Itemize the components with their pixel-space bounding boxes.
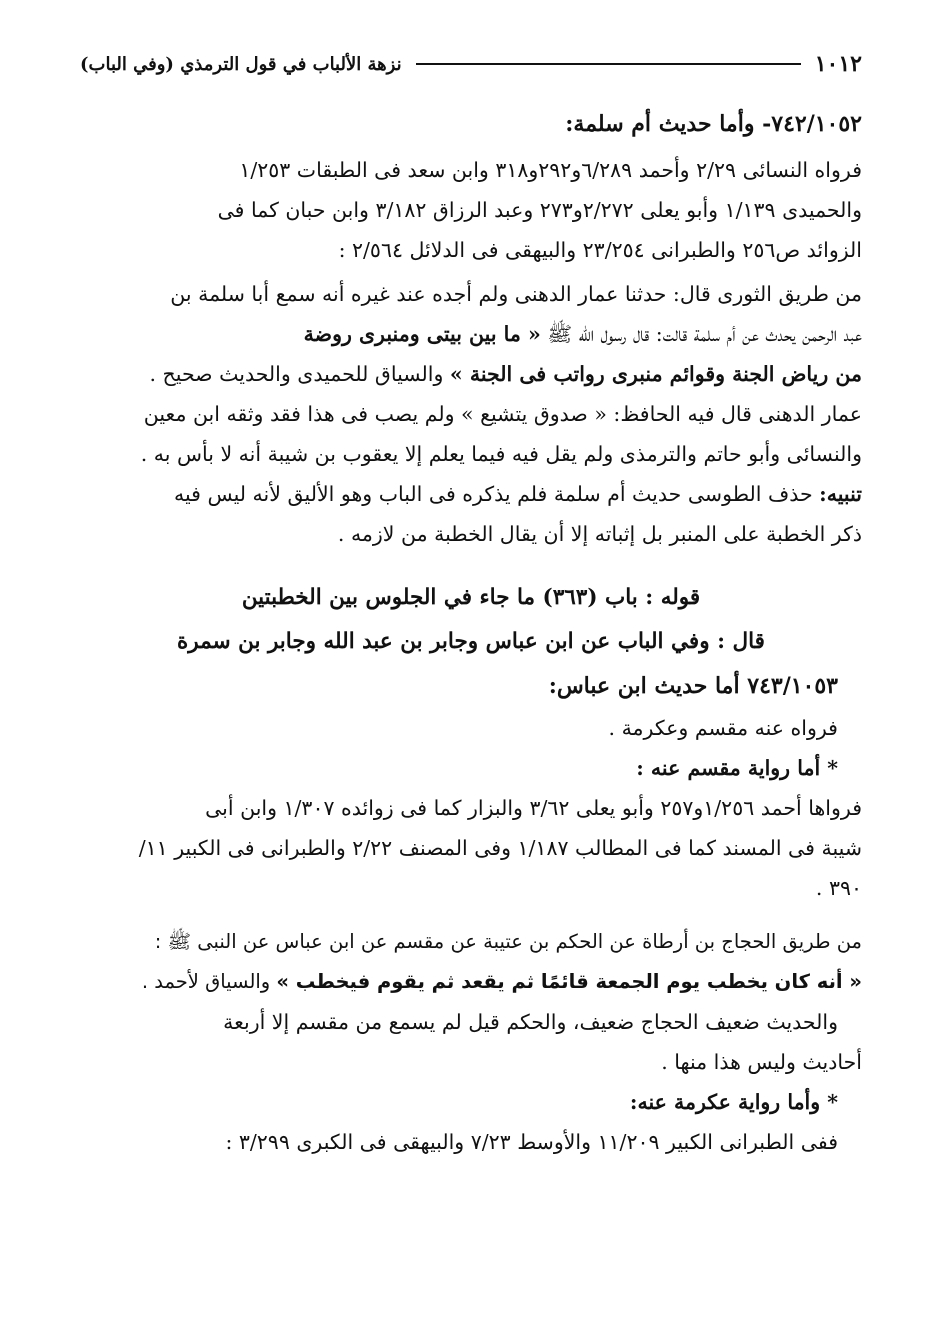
hajjaj-chain-line-1: من طريق الحجاج بن أرطاة عن الحكم بن عتيبة عن مقسم عن ابن عباس عن النبى ﷺ : xyxy=(154,930,862,953)
caution-note-line-1 xyxy=(80,474,862,514)
chain-line-1: من طريق الثورى قال: حدثنا عمار الدهنى ولم أجده عند غيره أنه سمع أبا سلمة بن xyxy=(170,282,862,306)
friday-hadith-note: والسياق لأحمد . xyxy=(141,970,277,993)
page-number: ١٠١٢ xyxy=(814,51,862,77)
section-heading-ibn-abbas: ٧٤٣/١٠٥٣ أما حديث ابن عباس: xyxy=(548,673,838,699)
caution-label: تنبيه: xyxy=(819,482,862,506)
chain-line-2 xyxy=(80,314,862,354)
hadith-text-start: « ما بين بيتى ومنبرى روضة xyxy=(303,322,541,346)
miqsam-sources-line-3: ٣٩٠ . xyxy=(815,876,862,900)
hadith-text-end: من رياض الجنة وقوائم منبرى رواتب فى الجنة » xyxy=(449,362,862,386)
document-page xyxy=(80,40,862,1320)
running-title: نزهة الألباب في قول الترمذي (وفي الباب) xyxy=(80,53,402,75)
caution-text: حذف الطوسى حديث أم سلمة فلم يذكره فى الباب وهو الأليق لأنه ليس فيه xyxy=(173,482,820,506)
narrator-note-line-1: عمار الدهنى قال فيه الحافظ: « صدوق يتشيع » ولم يصب فى هذا فقد وثقه ابن معين xyxy=(143,402,862,426)
sources-line-2: والحميدى ١/١٣٩ وأبو يعلى ٢/٢٧٢و٢٧٣ وعبد الرزاق ٣/١٨٢ وابن حبان كما فى xyxy=(217,198,862,222)
chapter-said-line: قال : وفي الباب عن ابن عباس وجابر بن عبد الله وجابر بن سمرة xyxy=(177,629,765,654)
weakness-line-1: والحديث ضعيف الحجاج ضعيف، والحكم قيل لم يسمع من مقسم إلا أربعة xyxy=(223,1010,838,1034)
caution-note-line-2: ذكر الخطبة على المنبر بل إثباته إلا أن يقال الخطبة من لازمه . xyxy=(337,522,862,546)
chapter-title: قوله : باب (٣٦٣) ما جاء في الجلوس بين الخطبتين xyxy=(241,585,701,610)
sub-heading-miqsam: * أما رواية مقسم عنه : xyxy=(636,756,838,780)
chain-line-3-text: والسياق للحميدى والحديث صحيح . xyxy=(149,362,450,386)
weakness-line-2: أحاديث وليس هذا منها . xyxy=(661,1050,862,1074)
hajjaj-chain-line-2 xyxy=(80,962,862,1002)
chain-line-3 xyxy=(80,354,862,394)
chain-line-2-text: عبد الرحمن يحدث عن أم سلمة قالت: قال رسول الله ﷺ xyxy=(540,322,862,346)
page-header xyxy=(80,40,862,88)
friday-hadith-text: « أنه كان يخطب يوم الجمعة قائمًا ثم يقعد ثم يقوم فيخطب » xyxy=(276,970,862,993)
ikrima-sources-line: ففى الطبرانى الكبير ١١/٢٠٩ والأوسط ٧/٢٣ والبيهقى فى الكبرى ٣/٢٩٩ : xyxy=(225,1130,838,1154)
sources-line-1: فرواه النسائى ٢/٢٩ وأحمد ٦/٢٨٩و٢٩٢و٣١٨ وابن سعد فى الطبقات ١/٢٥٣ xyxy=(239,158,862,182)
sub-heading-ikrima: * وأما رواية عكرمة عنه: xyxy=(629,1090,838,1114)
miqsam-sources-line-2: شيبة فى المسند كما فى المطالب ١/١٨٧ وفى المصنف ٢/٢٢ والطبرانى فى الكبير ١١/ xyxy=(138,836,862,860)
narrator-note-line-2: والنسائى وأبو حاتم والترمذى ولم يقل فيه فيما يعلم إلا يعقوب بن شيبة أنه لا بأس به . xyxy=(140,442,862,466)
miqsam-sources-line-1: فرواها أحمد ١/٢٥٦و٢٥٧ وأبو يعلى ٣/٦٢ والبزار كما فى زوائده ١/٣٠٧ وابن أبى xyxy=(205,796,862,820)
section-heading-umm-salama: ٧٤٢/١٠٥٢- وأما حديث أم سلمة: xyxy=(565,111,862,137)
header-rule xyxy=(416,63,801,65)
sources-line-3: الزوائد ص٢٥٦ والطبرانى ٢٣/٢٥٤ والبيهقى فى الدلائل ٢/٥٦٤ : xyxy=(338,238,862,262)
narrated-by-line: فرواه عنه مقسم وعكرمة . xyxy=(608,716,838,740)
